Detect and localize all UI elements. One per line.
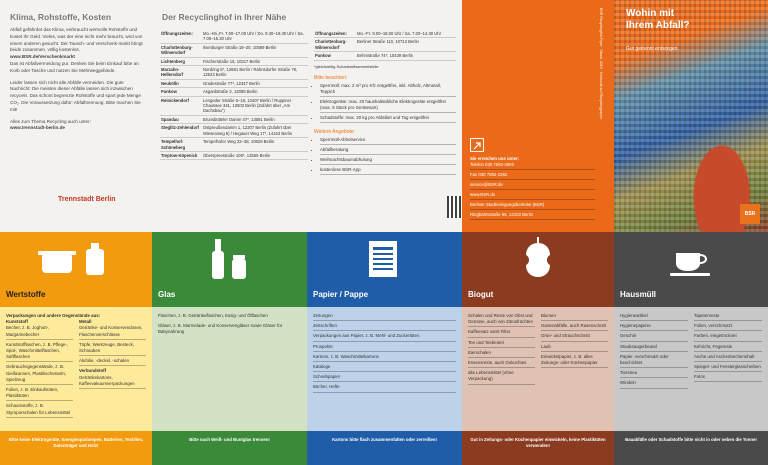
contact-line: Telefon 030 7592-4900 <box>470 162 595 170</box>
recyclinghof-left-district: Steglitz-Zehlendorf <box>160 124 202 138</box>
biogut-item: Essensreste, auch Gekochtes <box>468 360 535 368</box>
papier-item: Kataloge <box>313 364 456 372</box>
glas-paragraph-2: Gläser, z. B. Marmelade- und Konservengläser sowie Gläser für Babynahrung <box>158 323 283 335</box>
papier-item: Verpackungen aus Papier, z. B. Mehl- und Zuckertüten <box>313 333 456 341</box>
contact-line: Fax 030 7592-2262 <box>470 172 595 180</box>
kunststoff-item: Kunststofflaschen, z. B. Pflege-, Spül-, Waschmittelflaschen, Saftflaschen <box>6 342 73 363</box>
recyclinghof-left-row <box>160 151 308 159</box>
hausmuell-item: Kehricht, Fegereste <box>694 344 762 352</box>
kunststoff-item: Gebrauchsgegenstände, z. B. Gießkannen, Plastikschüsseln, Spielzeug <box>6 364 73 385</box>
pot-and-bottle-icon <box>36 239 116 279</box>
bottles-icon <box>200 237 260 281</box>
recyclinghof-right-district: Öffnungszeiten: <box>314 30 356 38</box>
recyclinghof-left-address: Fischerstraße 16, 10317 Berlin <box>202 57 308 65</box>
metall-item: Alufolie, -deckel, -schalen <box>79 358 146 366</box>
wertstoffe-label: Wertstoffe <box>0 285 152 307</box>
beachten-heading: Bitte beachten: <box>314 74 348 81</box>
hausmuell-icon-band <box>614 232 768 285</box>
biogut-body <box>462 307 614 431</box>
papier-icon-band <box>307 232 462 285</box>
glas-body <box>152 307 307 431</box>
recyclinghof-left-address: Ilsenburger Straße 18–20, 10589 Berlin <box>202 43 308 57</box>
trennstadt-link[interactable]: www.trennstadt-berlin.de <box>10 125 65 131</box>
recyclinghof-left-address: Brunsbütteler Damm 47*, 13581 Berlin <box>202 115 308 123</box>
metall-heading: Metall <box>79 319 92 325</box>
hausmuell-item: Windeln <box>620 380 688 388</box>
cover-subtitle: Gut getrennt entsorgen. <box>626 46 679 52</box>
recyclinghof-left-row <box>160 57 308 65</box>
metall-item: Getränke- und Konservendosen, Flaschenverschlüsse <box>79 325 146 339</box>
hausmuell-item: Spiegel- und Fensterglasscherben <box>694 364 762 372</box>
papier-note: Kartons bitte flach zusammenfalten oder zerreißen! <box>307 431 462 465</box>
hausmuell-item: Staubsaugerbeutel <box>620 344 688 352</box>
papier-item: Kartons, z. B. Waschmittelkartons <box>313 354 456 362</box>
recyclinghof-left-district: Lichtenberg <box>160 57 202 65</box>
papier-label: Papier / Pappe <box>307 285 462 307</box>
recyclinghof-left-address: Gradestraße 77*, 12347 Berlin <box>202 79 308 87</box>
schadstoff-note: *gleichzeitig Schadstoffsammelstelle <box>314 63 379 69</box>
hausmuell-body <box>614 307 768 431</box>
contact-line: service@BSR.de <box>470 182 595 190</box>
glas-paragraph-1: Flaschen, z. B. Getränkeflaschen, Essig- und Ölflaschen <box>158 313 268 318</box>
recyclinghof-left-row <box>160 138 308 152</box>
hausmuell-item: Hygieneartikel <box>620 313 688 321</box>
recyclinghof-left-address: Mo.–Mi.,Fr. 7.00–17.00 Uhr / Do. 9.30–19.30 Uhr / Sa. 7.00–15.30 Uhr <box>202 30 308 43</box>
hausmuell-item: Asche und Aschenbecherinhalt <box>694 354 762 362</box>
angebote-item: • Weihnachtsbaumabholung <box>320 157 456 165</box>
recyclinghof-section <box>152 0 462 232</box>
bsr-logo: BSR <box>740 204 760 224</box>
newspaper-icon <box>363 237 407 281</box>
papier-item: Prospekte <box>313 344 456 352</box>
climate-section <box>0 0 152 232</box>
recyclinghof-right-address: Berliner Straße 110, 10713 Berlin <box>356 38 456 52</box>
recyclinghof-left-row <box>160 66 308 80</box>
cover-title-line-1: Wohin mit <box>626 8 675 19</box>
recyclinghof-left-row <box>160 43 308 57</box>
biogut-item: Eierschalen <box>468 350 535 358</box>
wertstoffe-body <box>0 307 152 431</box>
recyclinghof-left-district: Reinickendorf <box>160 96 202 115</box>
hausmuell-label: Hausmüll <box>614 285 768 307</box>
climate-paragraph-2: Das ist Abfallvermeidung pur. Denken Sie beim Einkauf bitte an Korb oder Tasche und nutzen Sie Mehrweggebinde. <box>10 60 139 73</box>
recyclinghof-left-district: Charlottenburg-Wilmersdorf <box>160 43 202 57</box>
hausmuell-item: Tapetenreste <box>694 313 762 321</box>
papier-item: Bücher, Hefte <box>313 384 456 392</box>
verschenkmarkt-link[interactable]: www.BSR.de/Verschenkmarkt <box>10 54 75 60</box>
contact-line: Berliner Stadtreinigungsbetriebe (BSR) <box>470 202 595 210</box>
category-wertstoffe <box>0 232 152 465</box>
recyclinghof-left-address: Lengeder Straße 6–18, 13407 Berlin / Ruppiner Chaussee 341, 13503 Berlin (Zufahrt über „Am Dachsbau") <box>202 96 308 115</box>
glas-icon-band <box>152 232 307 285</box>
recyclinghof-left-address: Tempelhofer Weg 32–38, 10829 Berlin <box>202 138 308 152</box>
recyclinghof-left-address: Nordring 5*, 12681 Berlin / Rahnsdorfer Straße 76, 12623 Berlin <box>202 66 308 80</box>
category-hausmuell <box>614 232 768 465</box>
recyclinghof-table-left <box>160 30 308 160</box>
category-papier <box>307 232 462 465</box>
wertstoffe-icon-band <box>0 232 152 285</box>
recyclinghof-info-right <box>314 30 456 177</box>
recyclinghof-right-address: Behmstraße 74*, 10439 Berlin <box>356 52 456 60</box>
cover-title-line-2: Ihrem Abfall? <box>626 20 690 31</box>
metall-item: Töpfe, Werkzeuge, Besteck, Schrauben <box>79 342 146 356</box>
biogut-icon-band <box>462 232 614 285</box>
papier-item: Schreibpapier <box>313 374 456 382</box>
kunststoff-item: Schaumstoffe, z. B. Styroporschalen für Lebensmittel <box>6 403 73 417</box>
biogut-item: alte Lebensmittel (ohne Verpackung) <box>468 370 535 384</box>
angebote-item: • Sperrmüll-Abholservice <box>320 137 456 145</box>
category-glas <box>152 232 307 465</box>
recyclinghof-left-address: Asgardstraße 3, 13089 Berlin <box>202 88 308 96</box>
recyclinghof-right-address: Mo.–Fr. 9.00–18.00 Uhr / Sa. 7.00–14.30 Uhr <box>356 30 456 38</box>
contact-line: Ringbahnstraße 96, 12103 Berlin <box>470 212 595 220</box>
trennstadt-logo: Trennstadt Berlin <box>58 196 116 203</box>
recyclinghof-right-row <box>314 38 456 52</box>
recyclinghof-left-district: Pankow <box>160 88 202 96</box>
apple-core-icon <box>518 237 558 281</box>
recyclinghof-left-address: Ostpreußendamm 1, 12207 Berlin (Zufahrt über Wiesenweg 5) / Hegauer Weg 17*, 14163 Berlin <box>202 124 308 138</box>
hausmuell-item: Farben, eingetrocknet <box>694 333 762 341</box>
biogut-item: Gartenabfälle, auch Rasenschnitt <box>541 323 608 331</box>
beachten-item: • Schadstoffe: max. 20 kg pro Abfallart und Tag entgeltfrei <box>320 115 456 123</box>
biogut-item: Grün- und Strauchschnitt <box>541 333 608 341</box>
contact-line: www.BSR.de <box>470 192 595 200</box>
recyclinghof-left-row <box>160 115 308 123</box>
glas-note: Bitte nach Weiß- und Buntglas trennen! <box>152 431 307 465</box>
contact-panel <box>462 0 614 232</box>
hausmuell-item: Fotos <box>694 374 762 382</box>
recyclinghof-left-district: Spandau <box>160 115 202 123</box>
imprint-vertical-text: BSR Recyclinghof-Flyer · Stand: 2019 · Gedruckt auf Recyclingpapier <box>599 8 603 120</box>
recyclinghof-left-district: Treptow-Köpenick <box>160 151 202 159</box>
wertstoffe-intro: Verpackungen und andere Gegenstände aus: <box>6 313 101 318</box>
recyclinghof-right-district: Charlottenburg-Wilmersdorf <box>314 38 356 52</box>
verbund-heading: Verbundstoff <box>79 368 107 374</box>
papier-item: Zeitungen <box>313 313 456 321</box>
recyclinghof-left-row <box>160 124 308 138</box>
biogut-item: Schalen und Reste von Obst und Gemüse, auch von Zitrusfrüchten <box>468 313 535 327</box>
recyclinghof-left-row <box>160 79 308 87</box>
recyclinghof-left-district: Tempelhof-Schöneberg <box>160 138 202 152</box>
recyclinghof-left-district: Marzahn-Hellersdorf <box>160 66 202 80</box>
beachten-item: • Sperrmüll: max. 2 m³ pro Kfz entgeltfrei, inkl. Altholz, Altmetall, Teppich <box>320 83 456 97</box>
cup-icon <box>666 239 716 279</box>
angebote-heading: Weitere Angebote: <box>314 128 356 135</box>
papier-body <box>307 307 462 431</box>
papier-item: Zeitschriften <box>313 323 456 331</box>
climate-paragraph-3: Leider lassen sich nicht alle Abfälle vermeiden. Die gute Nachricht: Die meisten dieser Abfälle lassen sich inzwischen recyceln. Das schont begrenzte Rohstoffe und spart jede Menge CO₂. Die Voraussetzung dafür: Abfalltrennung. Bitte machen Sie mit! <box>10 79 141 112</box>
recyclinghof-left-district: Neukölln <box>160 79 202 87</box>
category-biogut <box>462 232 614 465</box>
verbund-item: Getränkekartons, Kaffeevakuumverpackungen <box>79 375 146 389</box>
biogut-item: Kaffeesatz samt Filter <box>468 329 535 337</box>
contact-info <box>470 156 595 222</box>
recyclinghof-right-district: Pankow <box>314 52 356 60</box>
recyclinghof-left-row <box>160 96 308 115</box>
climate-title: Klima, Rohstoffe, Kosten <box>10 12 112 22</box>
recyclinghof-left-district: Öffnungszeiten: <box>160 30 202 43</box>
biogut-item: Einwickelpapier, z. B. alles Zeitungs- oder Küchenpapier <box>541 354 608 368</box>
arrow-icon <box>470 138 484 152</box>
wertstoffe-note: Bitte keine Elektrogeräte, Energiesparlampen, Batterien, Textilien, Datenträger und Holz! <box>0 431 152 465</box>
climate-paragraph-4: Alles zum Thema Recycling auch unter: <box>10 118 91 124</box>
angebote-item: • kostenlose BSR-App <box>320 167 456 175</box>
hausmuell-item: Geschirr <box>620 333 688 341</box>
kunststoff-heading: Kunststoff <box>6 319 28 325</box>
beachten-item: • Elektrogeräte: max. 20 haushaltsübliche Elektrogeräte entgeltfrei (max. 5 Stück pro Gerätesart) <box>320 99 456 113</box>
biogut-item: Tee und Teebeutel <box>468 340 535 348</box>
biogut-note: Gut in Zeitungs- oder Küchenpapier einwickeln, keine Plastiktüten verwenden! <box>462 431 614 465</box>
hausmuell-item: Hygienepapiere <box>620 323 688 331</box>
kunststoff-item: Folien, z. B. Einkaufstüten, Plastiktüten <box>6 387 73 401</box>
glas-label: Glas <box>152 285 307 307</box>
hausmuell-item: Tierstreu <box>620 370 688 378</box>
recyclinghof-right-row <box>314 52 456 60</box>
recyclinghof-title: Der Recyclinghof in Ihrer Nähe <box>162 12 287 22</box>
contact-heading: Sie erreichen uns unter: <box>470 156 520 161</box>
recyclinghof-right-row <box>314 30 456 38</box>
recyclinghof-left-row <box>160 30 308 43</box>
hausmuell-note: Bauabfälle oder Schadstoffe bitte nicht in oder neben die Tonne! <box>614 431 768 465</box>
hausmuell-item: Folien, verschmutzt <box>694 323 762 331</box>
biogut-item: Laub <box>541 344 608 352</box>
biogut-label: Biogut <box>462 285 614 307</box>
kunststoff-item: Becher, z. B. Joghurt-, Margarinebecher <box>6 325 73 339</box>
hausmuell-item: Papier, verschmutzt oder beschichtet <box>620 354 688 368</box>
climate-paragraph-1: Abfall gefährdet das Klima, verbraucht wertvolle Rohstoffe und kostet Ihr Geld. Vieles, was der eine nicht mehr braucht, wird von einem anderen gesucht. Der Tausch- und Verschenk-markt bringt beide zusammen, völlig kostenlos. <box>10 27 143 53</box>
recyclinghof-left-row <box>160 88 308 96</box>
angebote-item: • Abfallberatung <box>320 147 456 155</box>
cover-title <box>626 8 690 32</box>
recyclinghof-left-address: Oberspreestraße 109*, 12555 Berlin <box>202 151 308 159</box>
biogut-item: Blumen <box>541 313 608 321</box>
cover-photo <box>614 0 768 232</box>
